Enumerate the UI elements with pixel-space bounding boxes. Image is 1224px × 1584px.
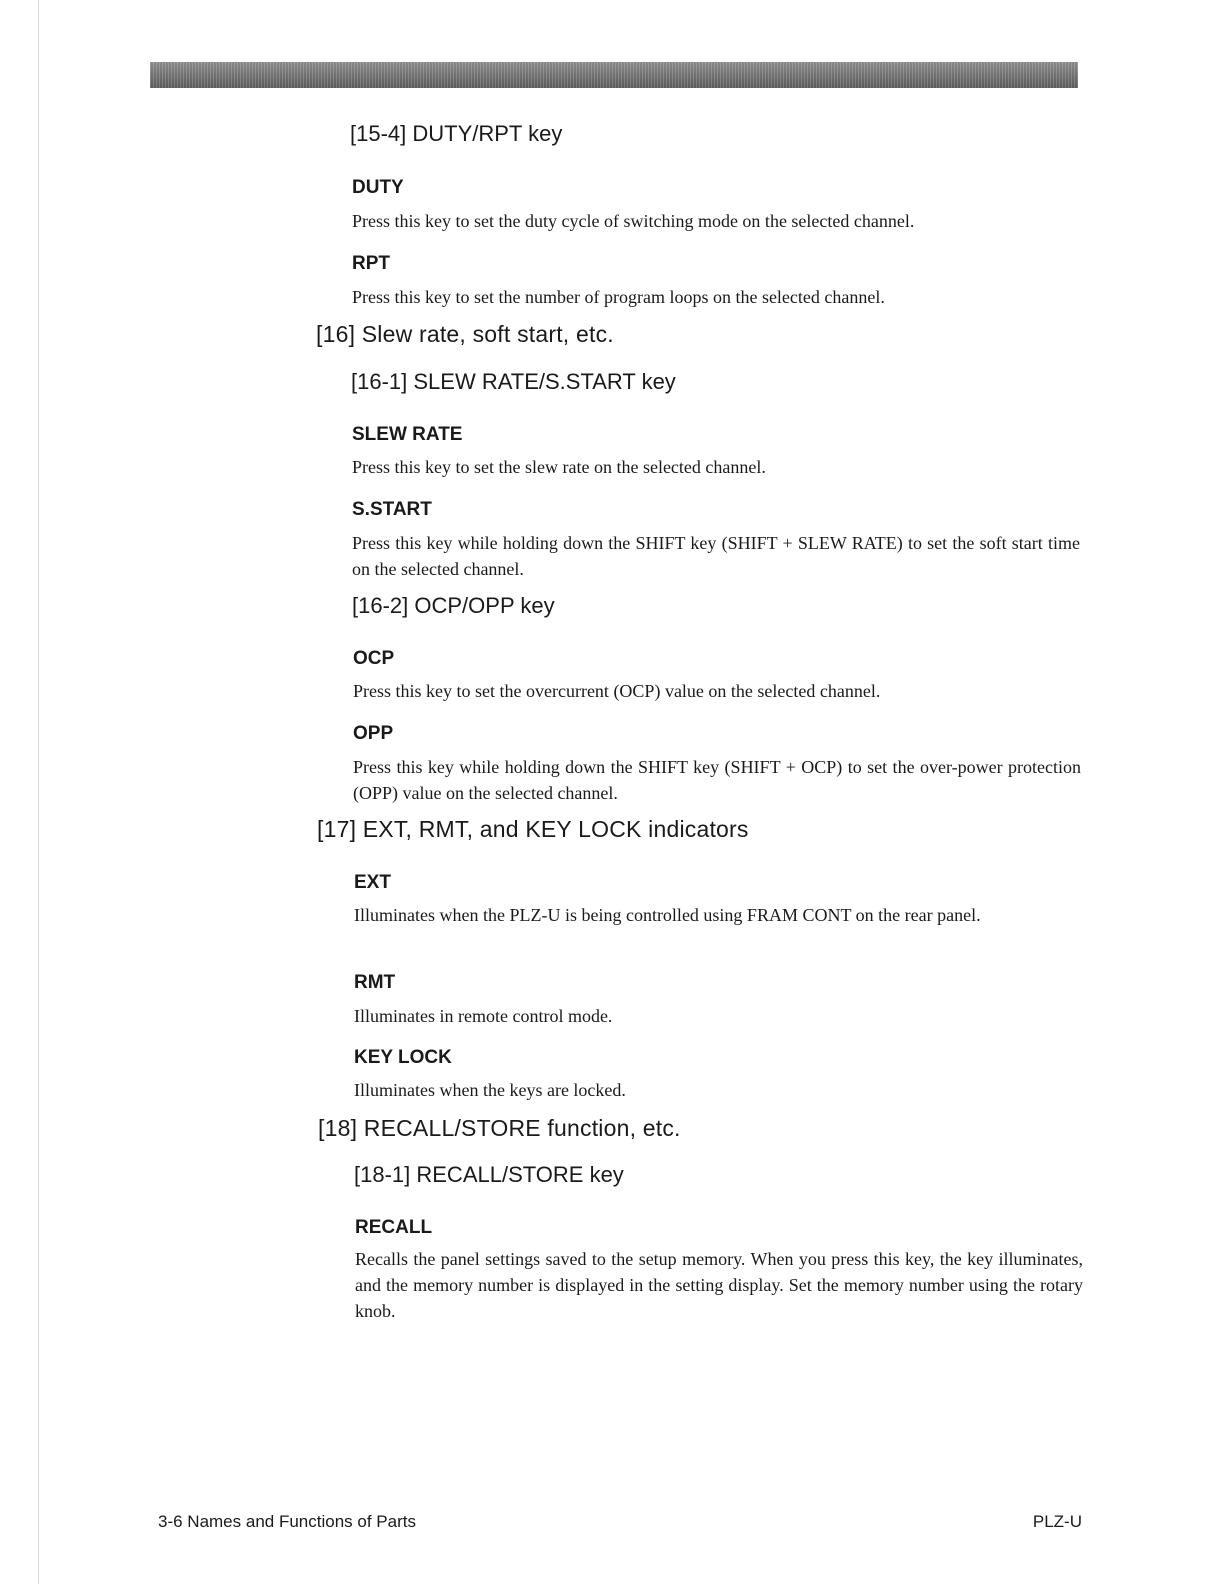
key-lock-text: Illuminates when the keys are locked. [354, 1080, 626, 1100]
rmt-text: Illuminates in remote control mode. [354, 1006, 613, 1026]
s-start-text: Press this key while holding down the SHIFT key (SHIFT + SLEW RATE) to set the soft start time on the selected channel. [352, 533, 1080, 579]
footer-page-label: 3-6 Names and Functions of Parts [158, 1512, 416, 1531]
opp-heading: OPP [353, 723, 394, 744]
ocp-text: Press this key to set the overcurrent (OCP) value on the selected channel. [353, 681, 881, 701]
footer-product-name: PLZ-U [1032, 1512, 1082, 1531]
subsection-title-16-1: [16-1] SLEW RATE/S.START key [351, 369, 676, 394]
ocp-heading: OCP [353, 648, 395, 669]
key-lock-heading: KEY LOCK [354, 1047, 452, 1068]
scan-margin-line [38, 0, 39, 1584]
slew-rate-text: Press this key to set the slew rate on the selected channel. [352, 457, 766, 477]
subsection-title-16-2: [16-2] OCP/OPP key [352, 593, 555, 618]
ext-heading: EXT [354, 872, 391, 893]
header-bar [150, 62, 1078, 88]
recall-text: Recalls the panel settings saved to the setup memory. When you press this key, the key illuminates, and the memory number is displayed in the setting display. Set the memory number using the rotary knob. [355, 1249, 1083, 1321]
recall-heading: RECALL [355, 1217, 433, 1238]
section-title-17: [17] EXT, RMT, and KEY LOCK indicators [317, 816, 749, 842]
section-title-16: [16] Slew rate, soft start, etc. [316, 321, 614, 347]
rpt-heading: RPT [352, 253, 390, 274]
duty-text: Press this key to set the duty cycle of switching mode on the selected channel. [352, 211, 915, 231]
ext-text: Illuminates when the PLZ-U is being controlled using FRAM CONT on the rear panel. [354, 905, 981, 925]
subsection-title-15-4: [15-4] DUTY/RPT key [350, 121, 563, 146]
duty-heading: DUTY [352, 177, 404, 198]
s-start-heading: S.START [352, 499, 432, 520]
rmt-heading: RMT [354, 972, 396, 993]
section-title-18: [18] RECALL/STORE function, etc. [318, 1115, 681, 1141]
opp-text: Press this key while holding down the SHIFT key (SHIFT + OCP) to set the over-power protection (OPP) value on the selected channel. [353, 757, 1081, 803]
slew-rate-heading: SLEW RATE [352, 424, 463, 445]
rpt-text: Press this key to set the number of program loops on the selected channel. [352, 287, 885, 307]
subsection-title-18-1: [18-1] RECALL/STORE key [354, 1162, 624, 1187]
